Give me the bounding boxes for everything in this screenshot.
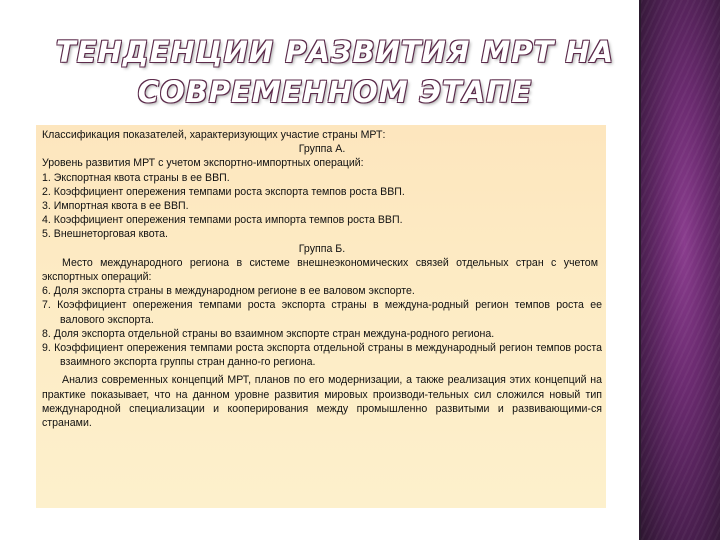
list-item: 6. Доля экспорта страны в международном регионе в ее валовом экспорте. <box>42 285 415 298</box>
group-b-heading: Группа Б. <box>298 242 346 255</box>
group-b-subtitle: Место международного региона в системе внешнеэкономических связей отдельных стран с учетом экспортных операций: <box>42 256 598 284</box>
slide-title-line-2: СОВРЕМЕННОМ ЭТАПЕ <box>137 75 533 109</box>
list-item: 9. Коэффициент опережения темпами роста экспорта отдельной страны в международный регион темпов роста взаимного экспорта группы стран данно-го региона. <box>42 342 602 369</box>
list-item: 4. Коэффициент опережения темпами роста импорта темпов роста ВВП. <box>42 214 403 227</box>
slide-title <box>40 32 630 112</box>
list-item: 8. Доля экспорта отдельной страны во взаимном экспорте стран междуна-родного региона. <box>42 327 495 340</box>
group-a-heading: Группа А. <box>298 143 346 156</box>
intro-text: Классификация показателей, характеризующих участие страны МРТ: <box>42 129 386 141</box>
list-item: 1. Экспортная квота страны в ее ВВП. <box>42 171 230 184</box>
decorative-side-panel <box>641 0 720 540</box>
list-item: 2. Коэффициент опережения темпами роста экспорта темпов роста ВВП. <box>42 185 405 198</box>
list-item: 3. Импортная квота в ее ВВП. <box>42 200 189 213</box>
list-item: 5. Внешнеторговая квота. <box>42 228 168 241</box>
slide-content <box>42 128 602 430</box>
conclusion-text: Анализ современных концепций МРТ, планов по его модернизации, а также реализация этих концепций на практике показывает, что на данном уровне развития мировых производи-тельных сил сложился новый тип международной специализации и кооперирования между промышленно развитыми и развивающими-ся странами. <box>42 374 602 430</box>
slide-title-line-1: ТЕНДЕНЦИИ РАЗВИТИЯ МРТ НА <box>55 35 615 69</box>
group-a-subtitle: Уровень развития МРТ с учетом экспортно-импортных операций: <box>42 157 364 170</box>
list-item: 7. Коэффициент опережения темпами роста экспорта страны в междуна-родный регион темпов роста ее валового экспорта. <box>42 299 602 326</box>
